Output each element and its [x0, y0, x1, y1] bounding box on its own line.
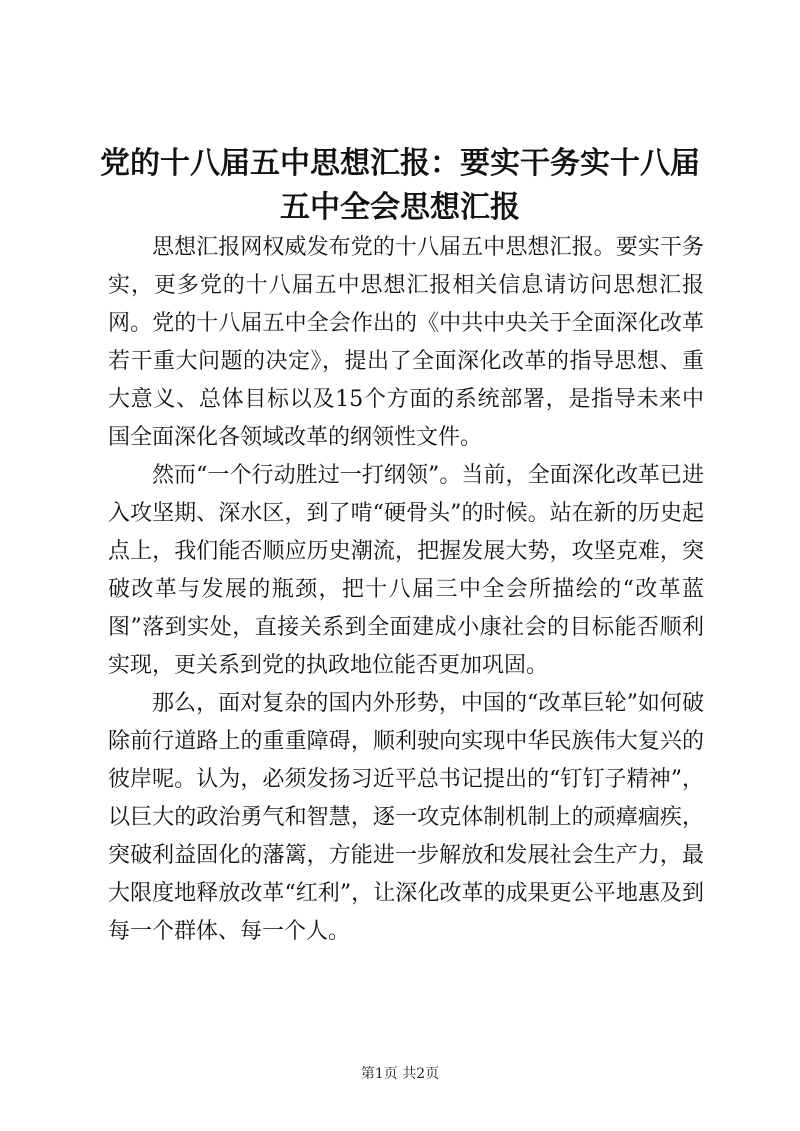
document-body [108, 229, 704, 951]
paragraph-2: 然而“一个行动胜过一打纲领”。当前，全面深化改革已进入攻坚期、深水区，到了啃“硬骨头”的时候。站在新的历史起点上，我们能否顺应历史潮流，把握发展大势，攻坚克难，突破改革与发展的瓶颈，把十八届三中全会所描绘的“改革蓝图”落到实处，直接关系到全面建成小康社会的目标能否顺利实现，更关系到党的执政地位能否更加巩固。 [108, 463, 704, 678]
paragraph-1: 思想汇报网权威发布党的十八届五中思想汇报。要实干务实，更多党的十八届五中思想汇报相关信息请访问思想汇报网。党的十八届五中全会作出的《中共中央关于全面深化改革若干重大问题的决定》，提出了全面深化改革的指导思想、重大意义、总体目标以及15个方面的系统部署，是指导未来中国全面深化各领域改革的纲领性文件。 [108, 235, 704, 450]
title-line-1: 党的十八届五中思想汇报：要实干务实十八届 [100, 146, 700, 181]
title-line-2: 五中全会思想汇报 [280, 190, 520, 225]
paragraph-3: 那么，面对复杂的国内外形势，中国的“改革巨轮”如何破除前行道路上的重重障碍，顺利驶向实现中华民族伟大复兴的彼岸呢。认为，必须发扬习近平总书记提出的“钉钉子精神”，以巨大的政治勇气和智慧，逐一攻克体制机制上的顽瘴痼疾，突破利益固化的藩篱，方能进一步解放和发展社会生产力，最大限度地释放改革“红利”，让深化改革的成果更公平地惠及到每一个群体、每一个人。 [108, 691, 704, 944]
page-footer: 第1页 共2页 [360, 1066, 440, 1082]
document-title [80, 142, 720, 230]
